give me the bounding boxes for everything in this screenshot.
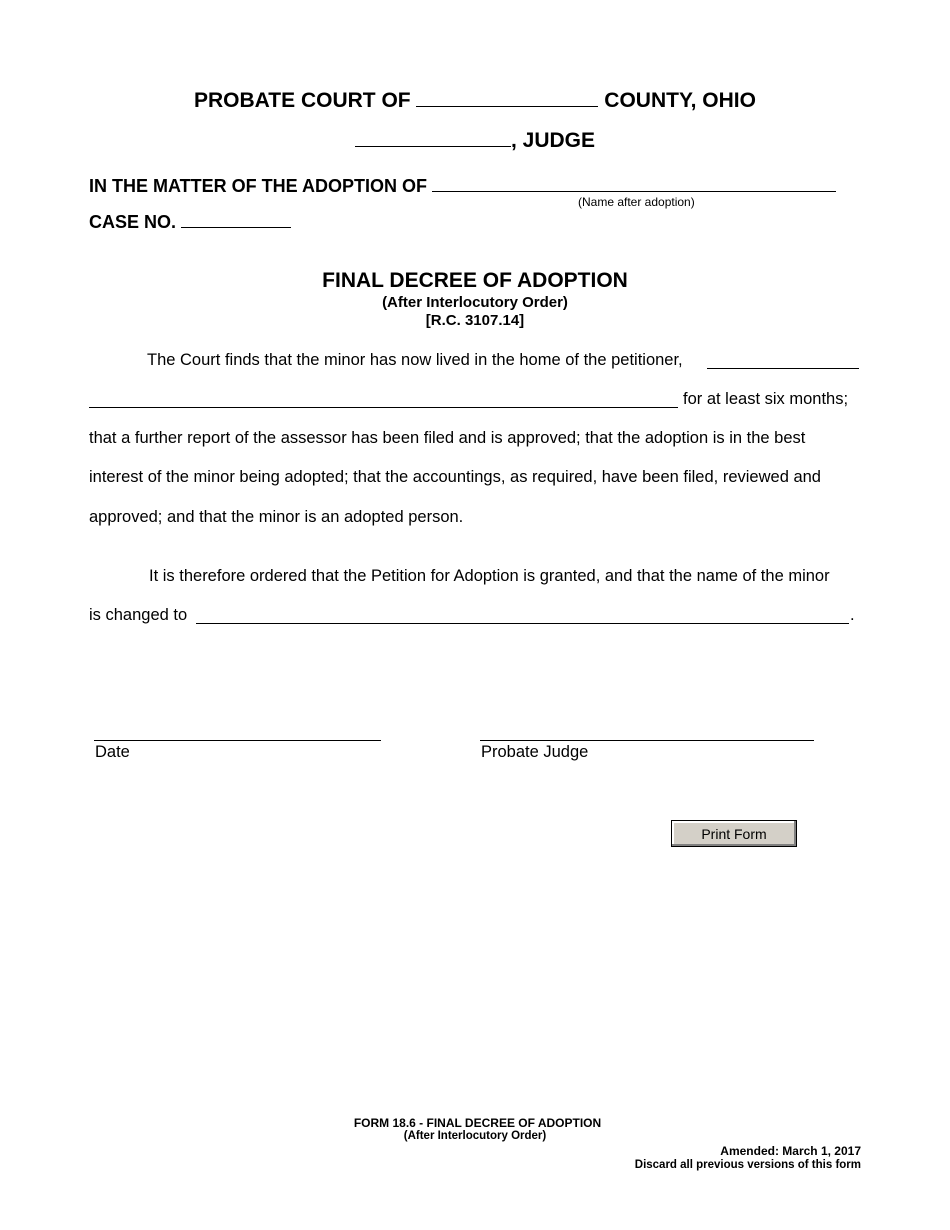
amended-date: Amended: March 1, 2017 [720,1144,861,1158]
matter-row [89,173,836,197]
petitioner-field-2[interactable] [89,407,678,408]
court-prefix: PROBATE COURT OF [194,89,411,112]
judge-heading [0,128,950,153]
new-name-field[interactable] [196,623,849,624]
court-suffix: COUNTY, OHIO [604,89,756,112]
discard-notice: Discard all previous versions of this form [634,1159,861,1171]
date-label: Date [95,743,130,761]
statute-reference: [R.C. 3107.14] [425,312,525,329]
probate-judge-label: Probate Judge [481,743,589,761]
case-label: CASE NO. [89,212,177,232]
p2-line1: It is therefore ordered that the Petition for Adoption is granted, and that the name of the minor [149,567,830,585]
p2-line2-start: is changed to [89,606,188,624]
judge-signature-line[interactable] [480,740,814,741]
name-caption: (Name after adoption) [578,195,695,209]
footer-form-title: FORM 18.6 - FINAL DECREE OF ADOPTION [353,1116,602,1130]
judge-name-field[interactable] [355,128,511,147]
print-form-button[interactable]: Print Form [671,820,797,847]
p1-line5: approved; and that the minor is an adopted person. [89,508,464,526]
adoptee-name-field[interactable] [432,173,836,192]
date-signature-line[interactable] [94,740,381,741]
judge-suffix: , JUDGE [510,129,596,152]
footer-form-subtitle: (After Interlocutory Order) [403,1130,547,1142]
p1-line3: that a further report of the assessor has been filed and is approved; that the adoption is in the best [89,429,806,447]
case-number-field[interactable] [181,209,291,228]
case-row [89,209,291,233]
p1-line4: interest of the minor being adopted; that the accountings, as required, have been filed, reviewed and [89,468,821,486]
form-subtitle: (After Interlocutory Order) [382,294,568,311]
court-heading [0,88,950,113]
p2-period: . [850,606,855,624]
p1-line2-end: for at least six months; [683,390,849,408]
petitioner-field-1[interactable] [707,368,859,369]
p1-line1: The Court finds that the minor has now lived in the home of the petitioner, [147,351,683,369]
county-field[interactable] [416,88,598,107]
form-title: FINAL DECREE OF ADOPTION [322,269,628,292]
matter-label: IN THE MATTER OF THE ADOPTION OF [89,176,427,196]
